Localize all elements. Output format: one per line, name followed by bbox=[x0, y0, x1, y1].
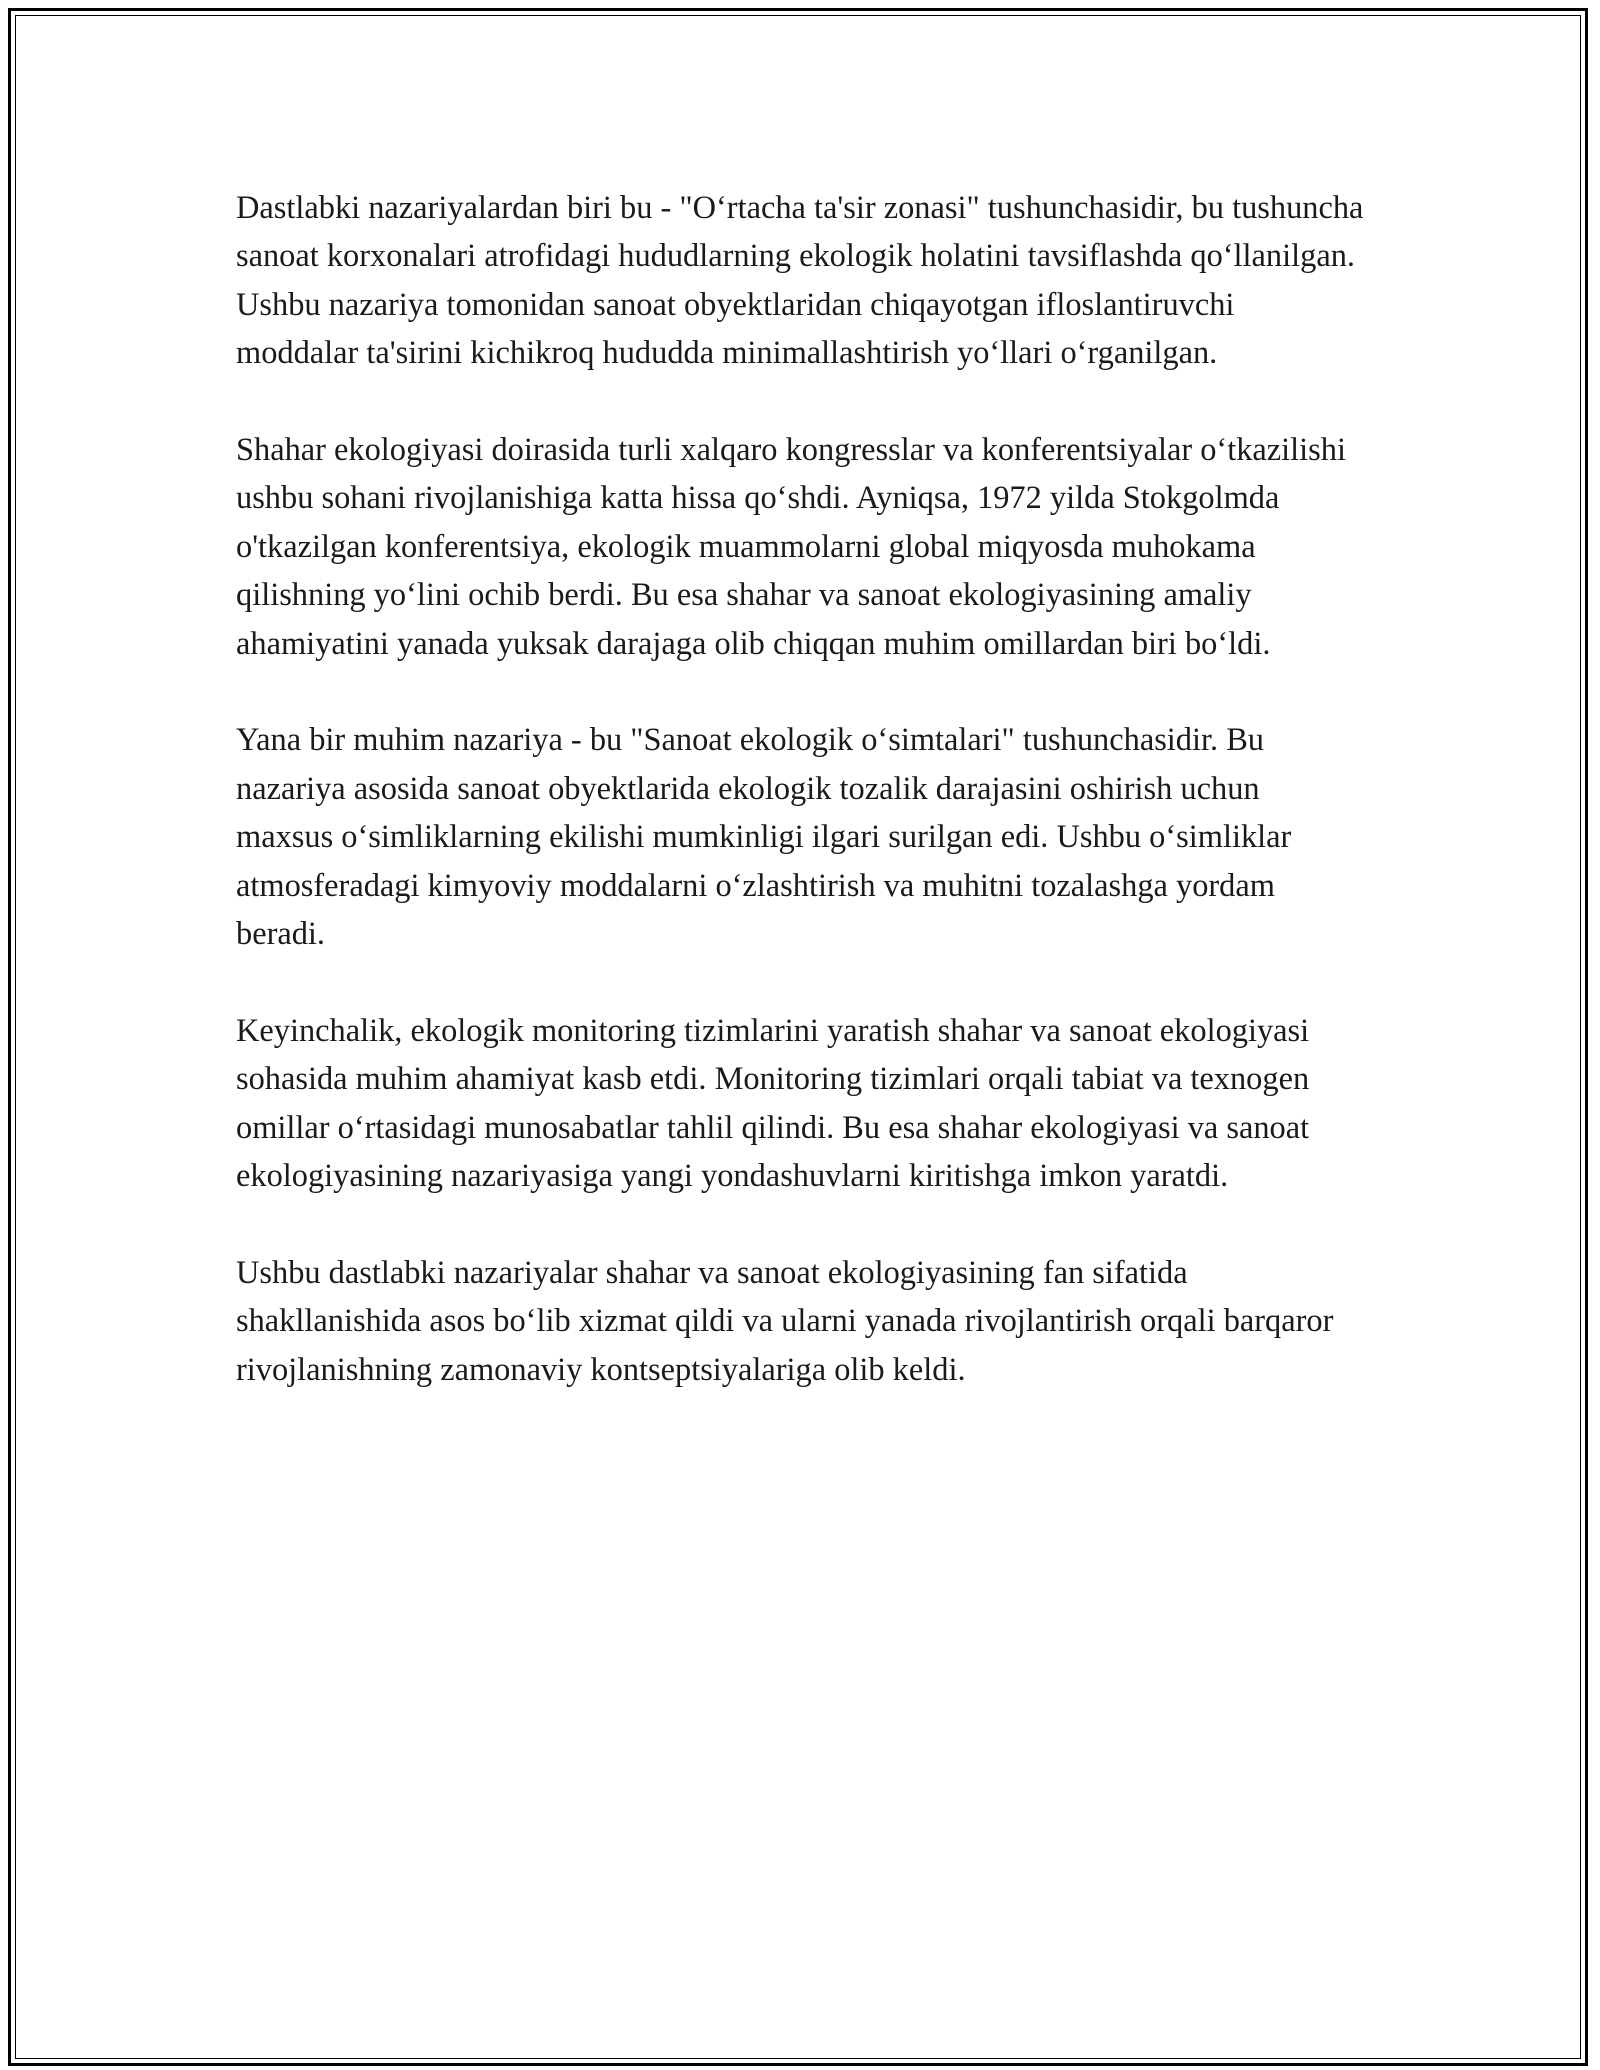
paragraph-2: Shahar ekologiyasi doirasida turli xalqaro kongresslar va konferentsiyalar o‘tkazilishi ushbu sohani rivojlanishiga katta hissa qo‘shdi. Ayniqsa, 1972 yilda Stokgolmda o'tkazilgan konferentsiya, ekologik muammolarni global miqyosda muhokama qilishning yo‘lini ochib berdi. Bu esa shahar va sanoat ekologiyasining amaliy ahamiyatini yanada yuksak darajaga olib chiqqan muhim omillardan biri bo‘ldi. bbox=[236, 432, 1346, 662]
paragraph-5: Ushbu dastlabki nazariyalar shahar va sanoat ekologiyasining fan sifatida shakllanishida asos bo‘lib xizmat qildi va ularni yanada rivojlantirish orqali barqaror rivojlanishning zamonaviy kontseptsiyalariga olib keldi. bbox=[236, 1254, 1334, 1388]
paragraph-1: Dastlabki nazariyalardan biri bu - "O‘rtacha ta'sir zonasi" tushunchasidir, bu tushuncha sanoat korxonalari atrofidagi hududlarning ekologik holatini tavsiflashda qo‘llanilgan. Ushbu nazariya tomonidan sanoat obyektlaridan chiqayotgan ifloslantiruvchi moddalar ta'sirini kichikroq hududda minimallashtirish yo‘llari o‘rganilgan. bbox=[236, 190, 1364, 372]
paragraph-3: Yana bir muhim nazariya - bu "Sanoat ekologik o‘simtalari" tushunchasidir. Bu nazariya asosida sanoat obyektlarida ekologik tozalik darajasini oshirish uchun maxsus o‘simliklarning ekilishi mumkinligi ilgari surilgan edi. Ushbu o‘simliklar atmosferadagi kimyoviy moddalarni o‘zlashtirish va muhitni tozalashga yordam beradi. bbox=[236, 722, 1292, 953]
paragraph-4: Keyinchalik, ekologik monitoring tizimlarini yaratish shahar va sanoat ekologiyasi sohasida muhim ahamiyat kasb etdi. Monitoring tizimlari orqali tabiat va texnogen omillar o‘rtasidagi munosabatlar tahlil qilindi. Bu esa shahar ekologiyasi va sanoat ekologiyasining nazariyasiga yangi yondashuvlarni kiritishga imkon yaratdi. bbox=[236, 1012, 1310, 1195]
document-body bbox=[236, 184, 1364, 1442]
